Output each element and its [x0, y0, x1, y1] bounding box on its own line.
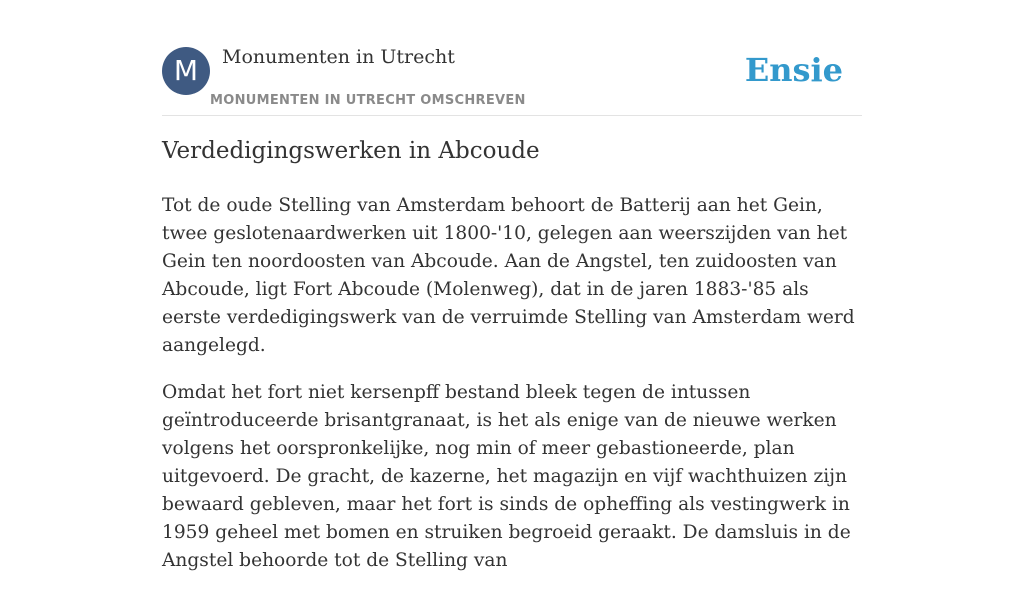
article-body	[162, 192, 867, 594]
article-title: Verdedigingswerken in Abcoude	[162, 138, 540, 164]
site-subtitle: MONUMENTEN IN UTRECHT OMSCHREVEN	[210, 93, 526, 108]
page-container	[162, 0, 862, 571]
ensie-logo-link[interactable]: Ensie	[744, 51, 843, 89]
page-header	[162, 0, 862, 116]
site-title-link[interactable]: Monumenten in Utrecht	[222, 46, 455, 68]
article-paragraph-2: Omdat het fort niet kersenpff bestand bleek tegen de intussen geïntroduceerde brisantgranaat, is het als enige van de nieuwe werken volgens het oorspronkelijke, nog min of meer gebastioneerde, plan uitgevoerd. De gracht, de kazerne, het magazijn en vijf wachthuizen zijn bewaard gebleven, maar het fort is sinds de opheffing als vestingwerk in 1959 geheel met bomen en struiken begroeid geraakt. De damsluis in de Angstel behoorde tot de Stelling van	[162, 382, 851, 571]
avatar[interactable]: M	[162, 47, 210, 95]
article-paragraph-1: Tot de oude Stelling van Amsterdam behoort de Batterij aan het Gein, twee geslotenaardwerken uit 1800-'10, gelegen aan weerszijden van het Gein ten noordoosten van Abcoude. Aan de Angstel, ten zuidoosten van Abcoude, ligt Fort Abcoude (Molenweg), dat in de jaren 1883-'85 als eerste verdedigingswerk van de verruimde Stelling van Amsterdam werd aangelegd.	[162, 195, 855, 356]
